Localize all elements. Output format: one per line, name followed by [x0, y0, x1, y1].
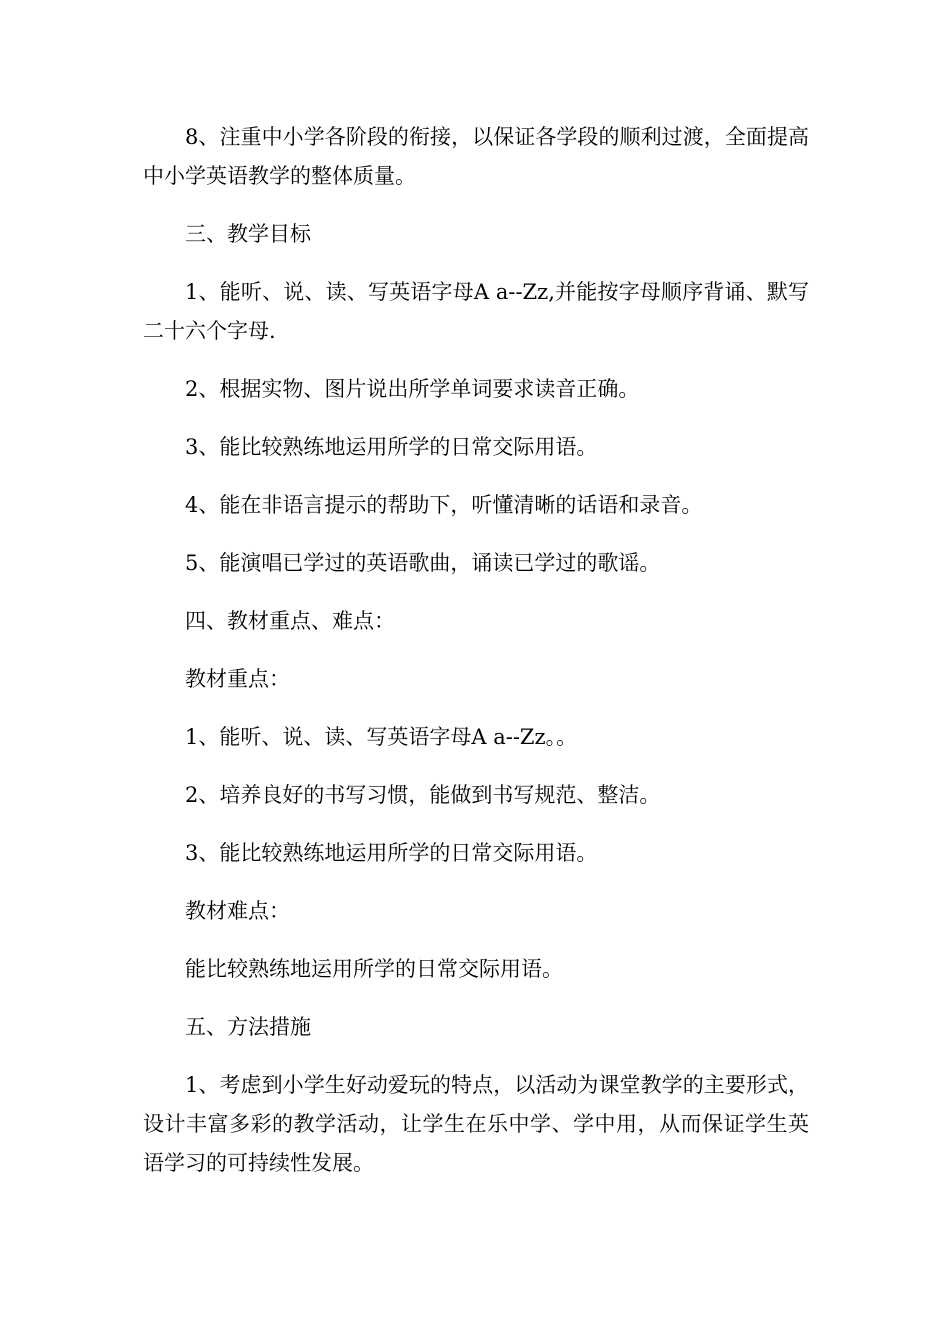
key-point-item-2: 2、培养良好的书写习惯，能做到书写规范、整洁。 — [185, 783, 661, 807]
goal-item-5: 5、能演唱已学过的英语歌曲，诵读已学过的歌谣。 — [185, 551, 661, 575]
subheading-key-points: 教材重点： — [185, 667, 290, 691]
section-heading-teaching-goals: 三、教学目标 — [185, 222, 311, 246]
method-item-1: 1、考虑到小学生好动爱玩的特点，以活动为课堂教学的主要形式，设计丰富多彩的教学活动，让学生在乐中学、学中用，从而保证学生英语学习的可持续性发展。 — [143, 1073, 809, 1175]
goal-item-4: 4、能在非语言提示的帮助下，听懂清晰的话语和录音。 — [185, 493, 703, 517]
key-point-item-3: 3、能比较熟练地运用所学的日常交际用语。 — [185, 841, 598, 865]
section-heading-key-points: 四、教材重点、难点： — [185, 609, 395, 633]
goal-item-3: 3、能比较熟练地运用所学的日常交际用语。 — [185, 435, 598, 459]
key-point-item-1: 1、能听、说、读、写英语字母A a--Zz。。 — [185, 725, 578, 749]
difficulty-item: 能比较熟练地运用所学的日常交际用语。 — [185, 957, 563, 981]
goal-item-2: 2、根据实物、图片说出所学单词要求读音正确。 — [185, 377, 640, 401]
document-body — [143, 118, 809, 1202]
section-heading-methods: 五、方法措施 — [185, 1015, 311, 1039]
paragraph-item-8-articulation: 8、注重中小学各阶段的衔接，以保证各学段的顺利过渡，全面提高中小学英语教学的整体质量。 — [143, 125, 809, 188]
goal-item-1: 1、能听、说、读、写英语字母A a--Zz,并能按字母顺序背诵、默写二十六个字母. — [143, 280, 809, 343]
subheading-difficulties: 教材难点： — [185, 899, 290, 923]
